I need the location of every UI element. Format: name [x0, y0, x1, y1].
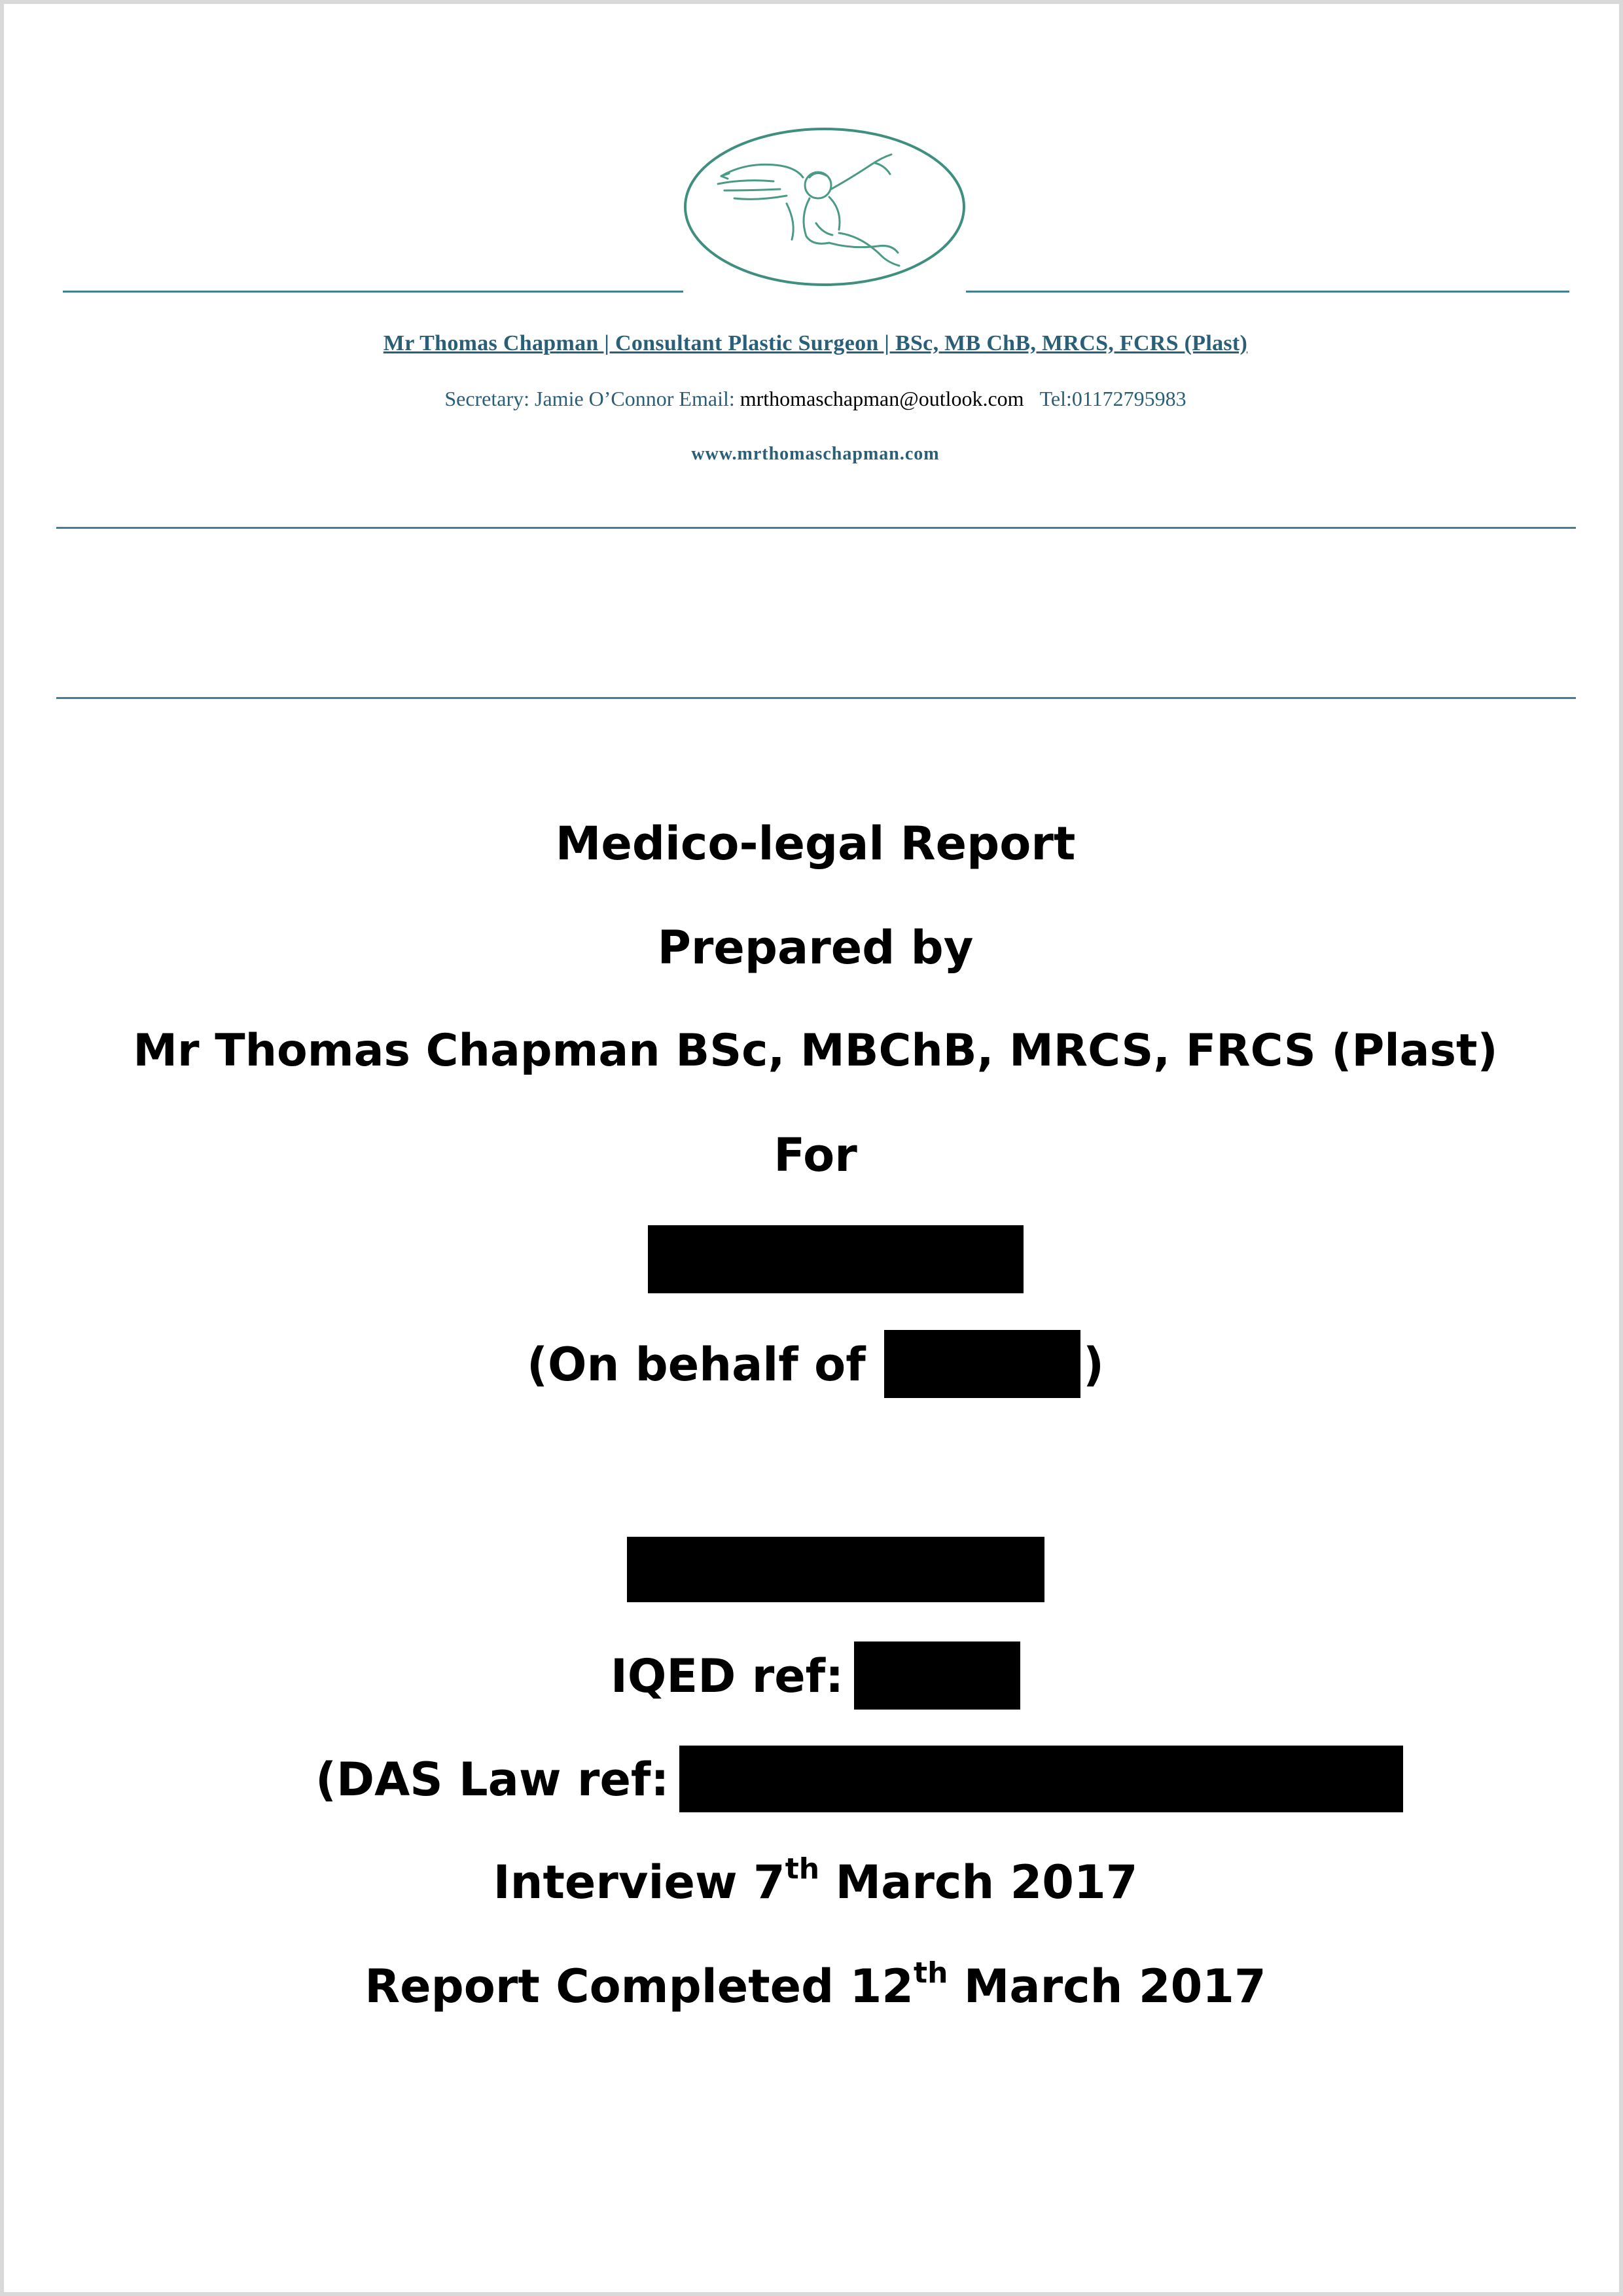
- interview-date-month-year: March 2017: [819, 1856, 1138, 1909]
- redacted-client: [884, 1330, 1080, 1398]
- on-behalf-line: [4, 1334, 1623, 1402]
- interview-date: [4, 1853, 1623, 1912]
- website-url: www.mrthomaschapman.com: [691, 444, 940, 464]
- contact-line: [4, 387, 1623, 411]
- das-law-ref-line: [315, 1749, 1403, 1816]
- email-address: mrthomaschapman@outlook.com: [740, 387, 1024, 410]
- completed-date-month-year: March 2017: [948, 1960, 1266, 2013]
- interview-date-text: Interview 7: [493, 1856, 785, 1909]
- report-title: Medico-legal Report: [555, 817, 1076, 870]
- das-law-ref-label: (DAS Law ref:: [315, 1753, 669, 1807]
- redacted-iqed-ref: [854, 1641, 1020, 1710]
- report-completed-date: [4, 1957, 1623, 2016]
- redacted-recipient: [648, 1225, 1024, 1293]
- divider-rule-top: [56, 527, 1576, 529]
- prepared-by-label: Prepared by: [657, 921, 974, 975]
- secretary-label: Secretary: Jamie O’Connor Email:: [444, 387, 740, 410]
- on-behalf-suffix: ): [1083, 1338, 1105, 1392]
- header-rule-right: [966, 291, 1569, 293]
- iqed-ref-label: IQED ref:: [610, 1649, 844, 1704]
- iqed-ref-line: [4, 1645, 1623, 1713]
- cherub-oval-logo: [682, 125, 967, 289]
- header-rule-left: [63, 291, 683, 293]
- for-label: For: [774, 1128, 857, 1182]
- surgeon-credentials-line: Mr Thomas Chapman | Consultant Plastic Surgeon | BSc, MB ChB, MRCS, FCRS (Plast): [383, 331, 1248, 355]
- interview-date-ordinal: th: [785, 1852, 820, 1886]
- redacted-claimant: [627, 1537, 1044, 1602]
- author-name: Mr Thomas Chapman BSc, MBChB, MRCS, FRCS (Plast): [133, 1025, 1498, 1077]
- completed-date-ordinal: th: [914, 1956, 948, 1990]
- divider-rule-bottom: [56, 697, 1576, 699]
- on-behalf-prefix: (On behalf of: [526, 1338, 882, 1392]
- redacted-das-law-ref: [679, 1746, 1403, 1812]
- completed-date-text: Report Completed 12: [365, 1960, 914, 2013]
- telephone-number: Tel:01172795983: [1039, 387, 1186, 410]
